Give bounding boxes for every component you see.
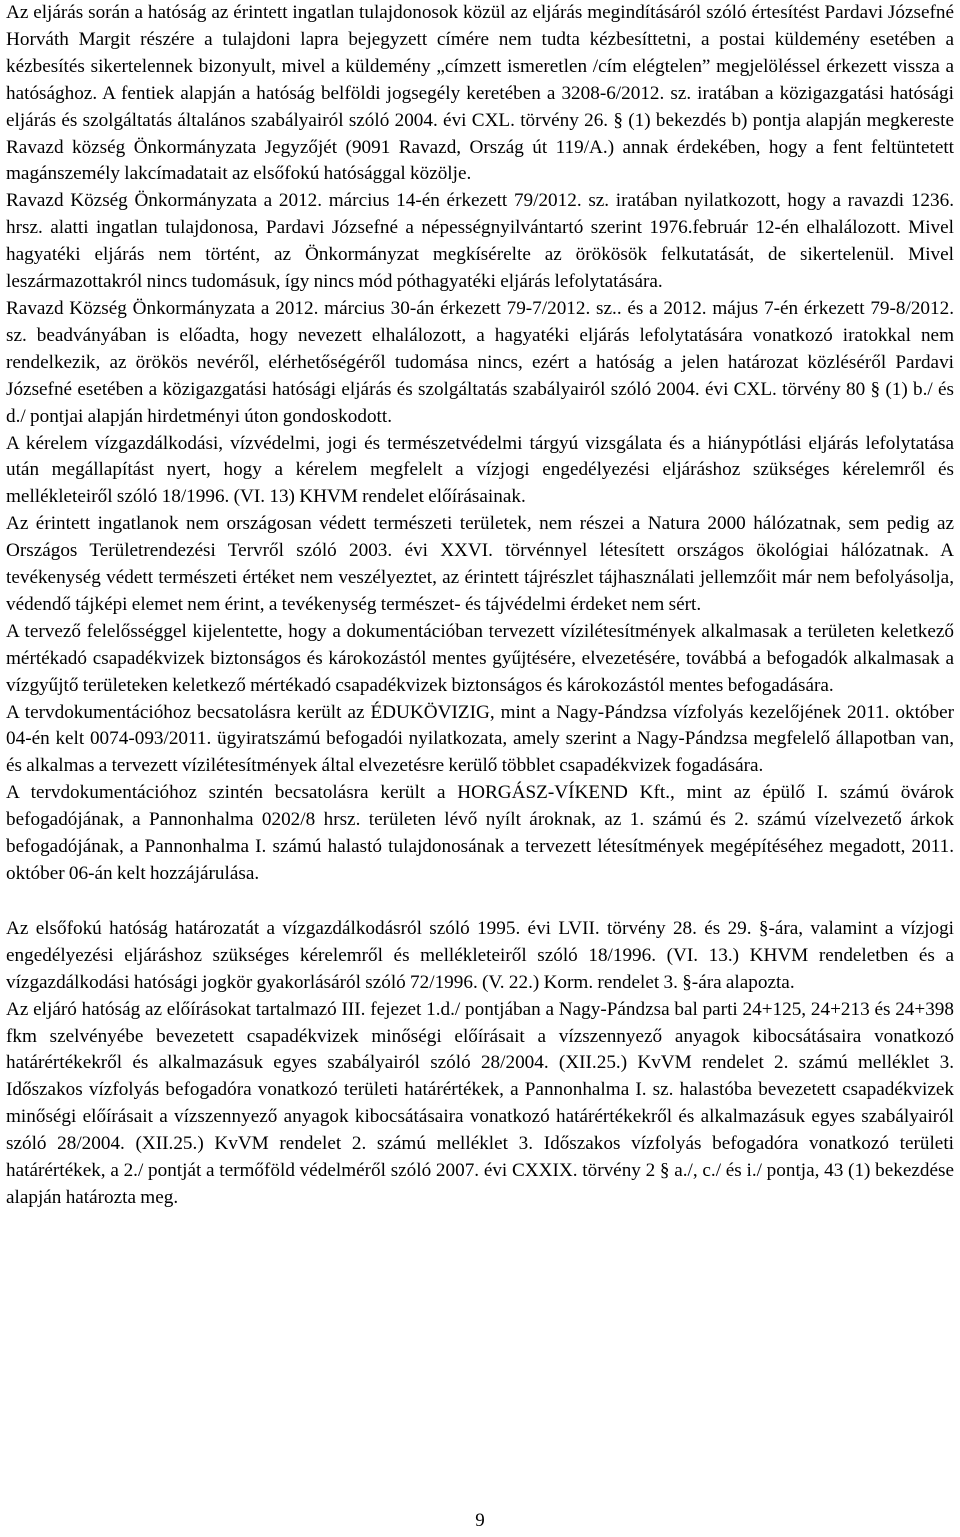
paragraph-municipality-statement-1: Ravazd Község Önkormányzata a 2012. március 14-én érkezett 79/2012. sz. iratában nyilatkozott, hogy a ravazdi 1236. hrsz. alatti ingatlan tulajdonosa, Pardavi Józsefné a népességnyilvántartó szerint 1976.február 12-én elhalálozott. Mivel hagyatéki eljárás nem történt, az Önkormányzat megkísérelte az örökösök felkutatását, de sikertelenül. Mivel leszármazottakról nincs tudomásuk, így nincs mód póthagyatéki eljárás lefolytatására. — [6, 190, 954, 293]
paragraph-gap — [6, 888, 954, 916]
page-number: 9 — [475, 1510, 485, 1531]
paragraph-municipality-statement-2: Ravazd Község Önkormányzata a 2012. március 30-án érkezett 79-7/2012. sz.. és a 2012. május 7-én érkezett 79-8/2012. sz. beadványában is előadta, hogy nevezett elhalálozott, a hagyatéki eljárás lefolytatására vonatkozó iratokkal nem rendelkezik, az örökös nevéről, elérhetőségéről tudomása nincs, ezért a hatóság a jelen határozat közléséről Pardavi Józsefné esetében a közigazgatási hatósági eljárás és szolgáltatás szabályairól szóló 2004. évi CXL. törvény 80 § (1) b./ és d./ pontjai alapján hirdetményi úton gondoskodott. — [6, 297, 954, 427]
paragraph-notification-failure: Az eljárás során a hatóság az érintett ingatlan tulajdonosok közül az eljárás megindításáról szóló értesítést Pardavi Józsefné Horváth Margit részére a tulajdoni lapra bejegyzett címére nem tudta kézbesíttetni, a postai küldemény esetében a kézbesítés sikertelennek bizonyult, mivel a küldemény „címzett ismeretlen /cím elégtelen” megjelöléssel érkezett vissza a hatósághoz. A fentiek alapján a hatóság belföldi jogsegély keretében a 3208-6/2012. sz. iratában a közigazgatási hatósági eljárás és szolgáltatás általános szabályairól szóló 2004. évi CXL. törvény 26. § (1) bekezdés b) pontja alapján megkereste Ravazd község Önkormányzata Jegyzőjét (9091 Ravazd, Ország út 119/A.) annak érdekében, hogy a fent feltüntetett magánszemély lakcímadatait az elsőfokú hatósággal közölje. — [6, 2, 954, 185]
paragraph-nature-protection: Az érintett ingatlanok nem országosan védett természeti területek, nem részei a Natura 2000 hálózatnak, sem pedig az Országos Területrendezési Tervről szóló 2003. évi XXVI. törvénnyel létesített országos ökológiai hálózatnak. A tevékenység védett természeti értéket nem veszélyeztet, az érintett tájrészlet tájhasználati jellemzőit már nem befolyásolja, védendő tájképi elemet nem érint, a tevékenység természet- és tájvédelmi érdeket nem sért. — [6, 513, 954, 615]
document-page — [6, 0, 954, 1212]
paragraph-legal-basis: Az elsőfokú hatóság határozatát a vízgazdálkodásról szóló 1995. évi LVII. törvény 28. és 29. §-ára, valamint a vízjogi engedélyezési eljáráshoz szükséges kérelemről és mellékleteiről szóló 18/1996. (VI. 13.) KHVM rendeletben és a vízgazdálkodási hatósági jogkör gyakorlásáról szóló 72/1996. (V. 22.) Korm. rendelet 3. §-ára alapozta. — [6, 917, 954, 993]
paragraph-review-result: A kérelem vízgazdálkodási, vízvédelmi, jogi és természetvédelmi tárgyú vizsgálata és a hiánypótlási eljárás lefolytatása után megállapítást nyert, hogy a kérelem megfelelt a vízjogi engedélyezési eljáráshoz szükséges kérelemről és mellékleteiről szóló 18/1996. (VI. 13) KHVM rendelet előírásainak. — [6, 432, 954, 508]
paragraph-horgasz-vikend-consent: A tervdokumentációhoz szintén becsatolásra került a HORGÁSZ-VÍKEND Kft., mint az épülő I. számú övárok befogadójának, a Pannonhalma 0202/8 hrsz. területen lévő nyílt ároknak, az 1. számú és 2. számú vízelvezető árkok befogadójának, a Pannonhalma I. számú halastó tulajdonosának a tervezett létesítmények megépítéséhez megadott, 2011. október 06-án kelt hozzájárulása. — [6, 782, 954, 884]
paragraph-edukovizig-consent: A tervdokumentációhoz becsatolásra került az ÉDUKÖVIZIG, mint a Nagy-Pándzsa vízfolyás kezelőjének 2011. október 04-én kelt 0074-093/2011. ügyiratszámú befogadói nyilatkozata, amely szerint a Nagy-Pándzsa megfelelő állapotban van, és alkalmas a tervezett vízilétesítmények által elvezetésre kerülő többlet csapadékvizek fogadására. — [6, 701, 954, 777]
paragraph-quality-limits: Az eljáró hatóság az előírásokat tartalmazó III. fejezet 1.d./ pontjában a Nagy-Pándzsa bal parti 24+125, 24+213 és 24+398 fkm szelvényébe bevezetett csapadékvizek minőségi előírásait a vízszennyező anyagok kibocsátásaira vonatkozó határértékekről és alkalmazásuk egyes szabályairól szóló 28/2004. (XII.25.) KvVM rendelet 2. számú melléklet 3. Időszakos vízfolyás befogadóra vonatkozó területi határértékek, a Pannonhalma I. sz. halastóba bevezetett csapadékvizek minőségi előírásait a vízszennyező anyagok kibocsátásaira vonatkozó határértékekről és alkalmazásuk egyes szabályairól szóló 28/2004. (XII.25.) KvVM rendelet 2. számú melléklet 3. Időszakos vízfolyás befogadóra vonatkozó területi határértékek, a 2./ pontját a termőföld védelméről szóló 2007. évi CXXIX. törvény 2 § a./, c./ és i./ pontja, 43 (1) bekezdése alapján határozta meg. — [6, 998, 954, 1208]
paragraph-designer-statement: A tervező felelősséggel kijelentette, hogy a dokumentációban tervezett vízilétesítmények alkalmasak a területen keletkező mértékadó csapadékvizek biztonságos és károkozástól mentes gyűjtésére, elvezetésére, továbbá a befogadók alkalmasak a vízgyűjtő területeken keletkező mértékadó csapadékvizek biztonságos és károkozástól mentes befogadására. — [6, 620, 954, 696]
